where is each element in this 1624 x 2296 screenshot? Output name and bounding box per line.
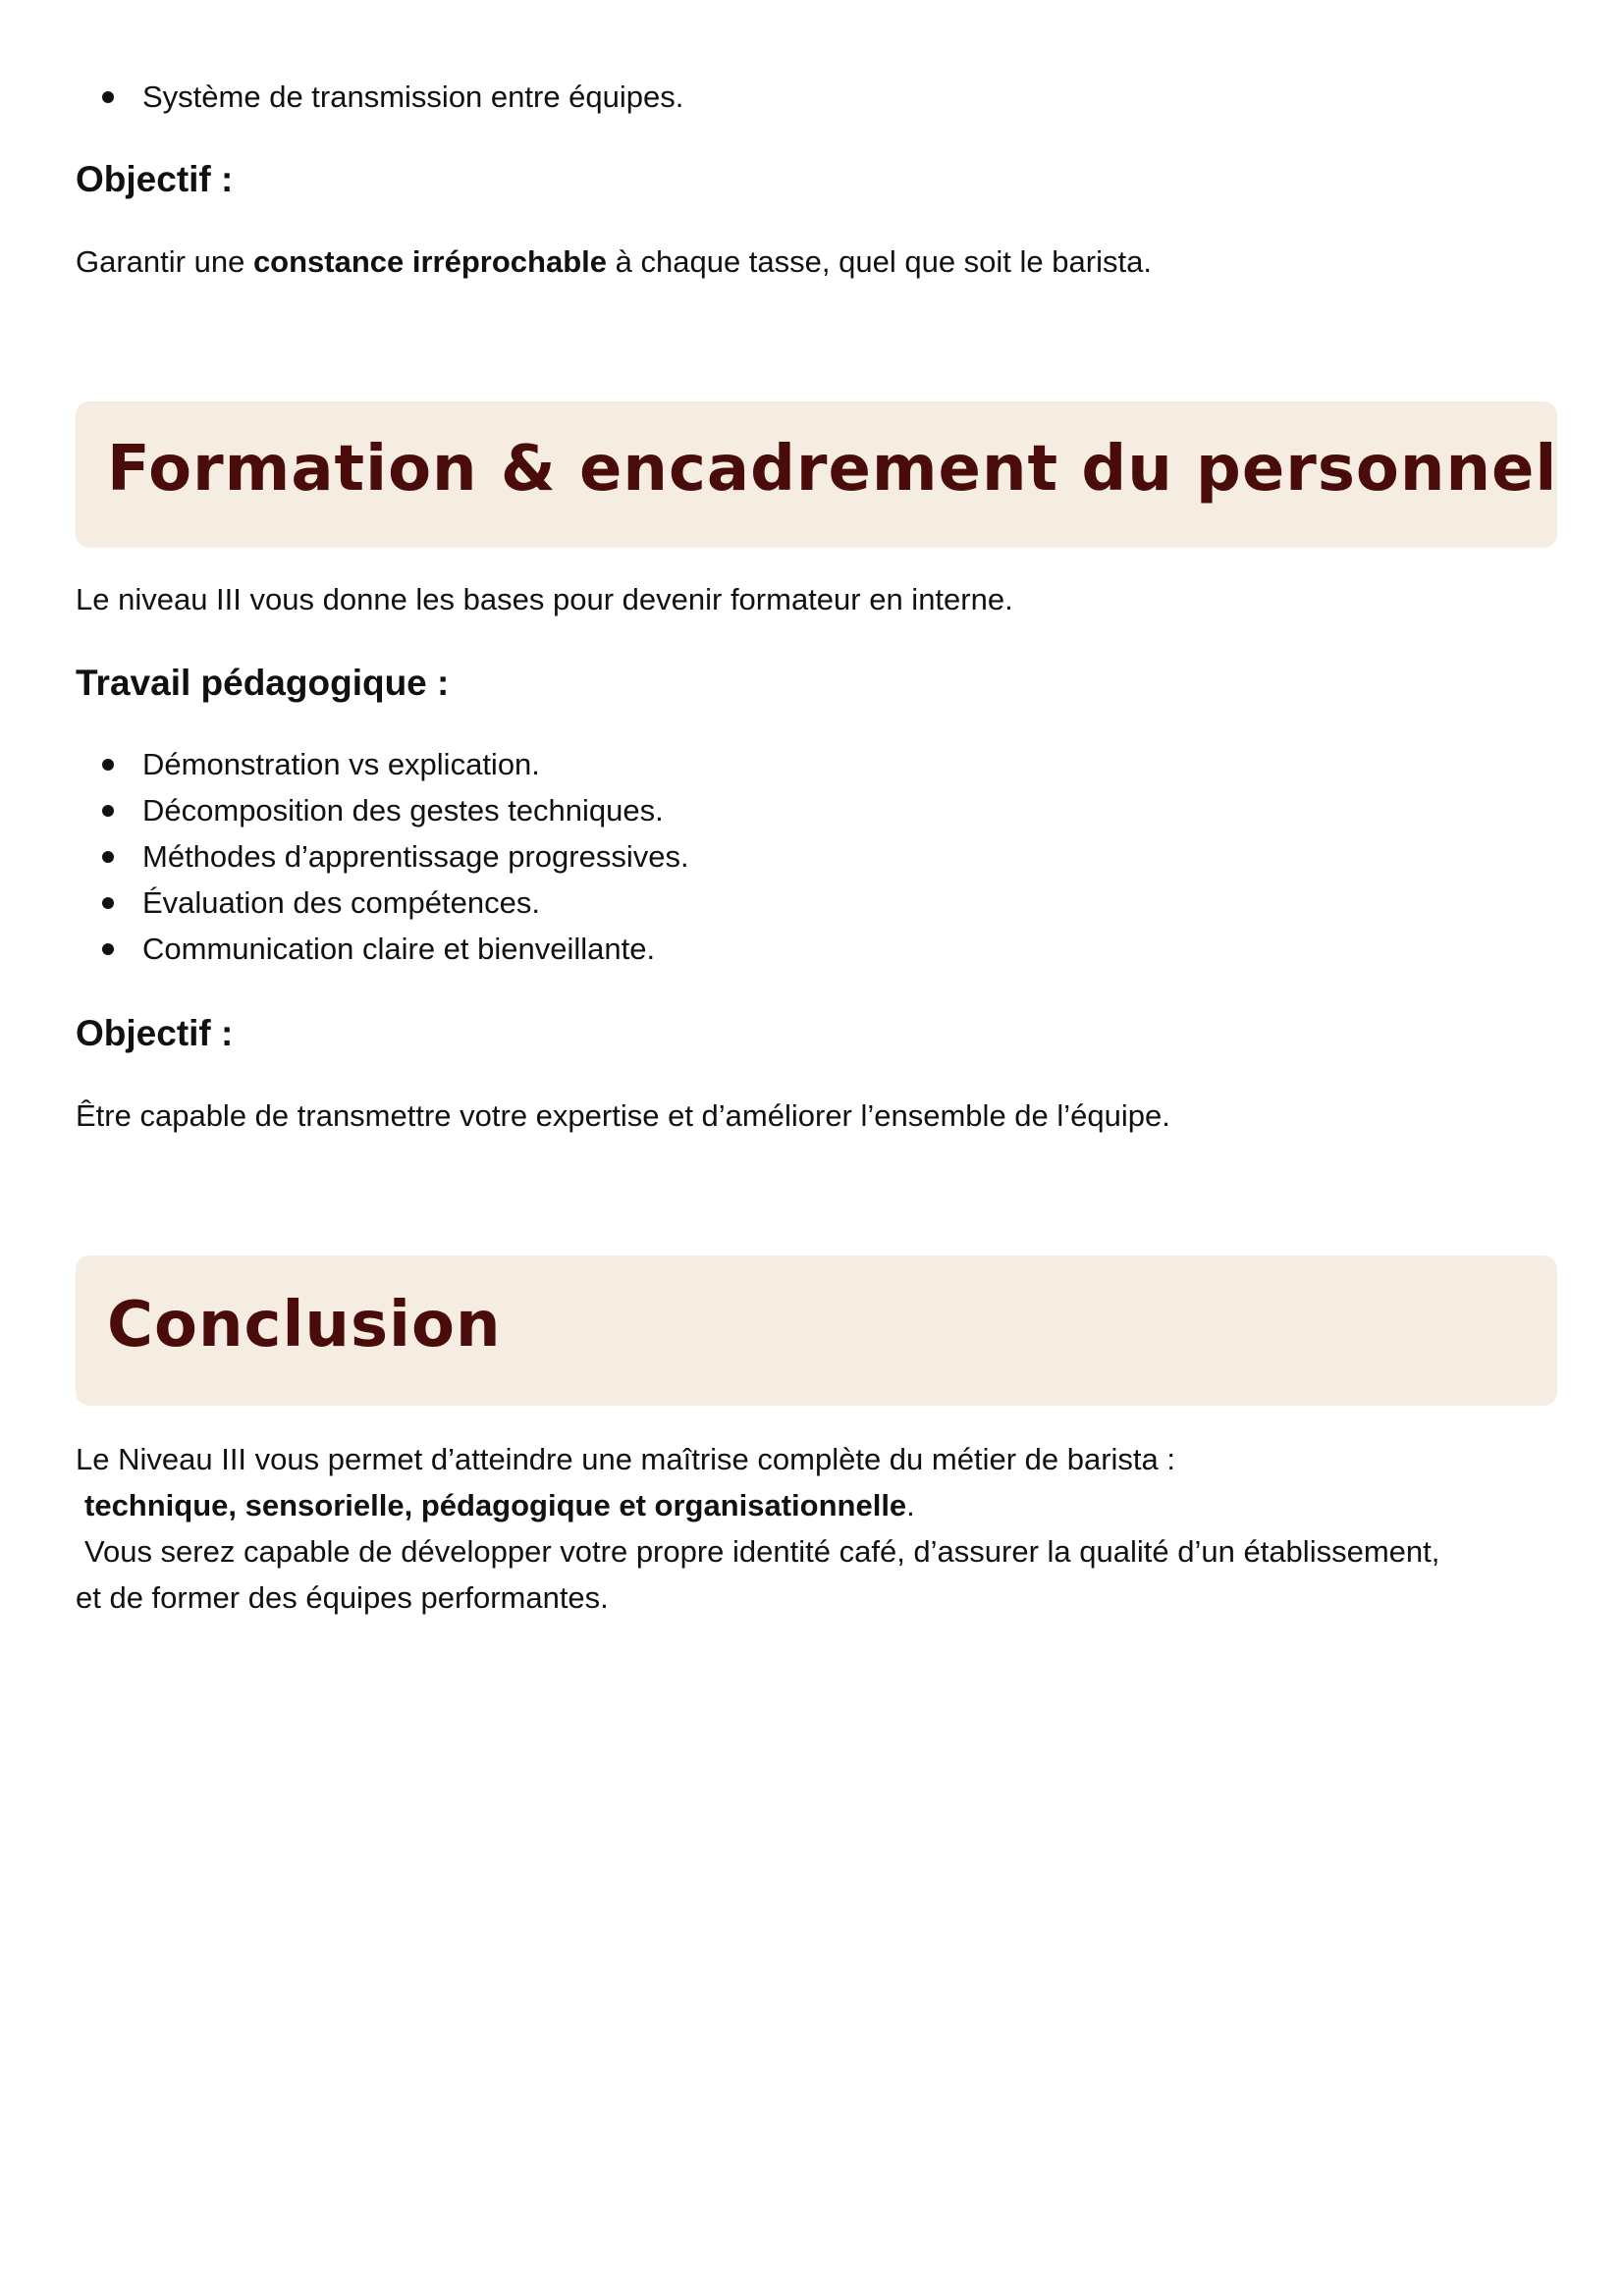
list-item-text: Communication claire et bienveillante. [142, 932, 656, 966]
top-bullet-list [76, 74, 683, 120]
objective-heading: Objectif : [76, 159, 234, 199]
list-item-text: Système de transmission entre équipes. [142, 80, 684, 114]
conclusion-bold-skills: technique, sensorielle, pédagogique et organisationnelle [84, 1488, 907, 1522]
bullet-dot [102, 897, 114, 909]
list-item-text: Décomposition des gestes techniques. [142, 793, 664, 828]
section-title: Formation & encadrement du personnel [107, 433, 1558, 506]
section-banner-conclusion [76, 1255, 1557, 1406]
section-title: Conclusion [107, 1289, 502, 1362]
bullet-dot [102, 851, 114, 863]
conclusion-paragraph [76, 1436, 1439, 1621]
conclusion-line: et de former des équipes performantes. [76, 1580, 609, 1615]
objective-text [76, 239, 1152, 285]
pedagogy-heading: Travail pédagogique : [76, 663, 450, 703]
bullet-dot [102, 805, 114, 817]
objective-text-bold: constance irréprochable [252, 244, 608, 279]
list-item-text: Méthodes d’apprentissage progressives. [142, 839, 689, 874]
list-item [76, 741, 689, 787]
list-item-text: Démonstration vs explication. [142, 747, 540, 781]
objective-text: Être capable de transmettre votre expertise et d’améliorer l’ensemble de l’équipe. [76, 1098, 1170, 1133]
bullet-dot [102, 943, 114, 955]
conclusion-line [76, 1482, 1439, 1528]
conclusion-line: Vous serez capable de développer votre propre identité café, d’assurer la qualité d’un établissement, [84, 1534, 1440, 1569]
objective-heading: Objectif : [76, 1013, 234, 1053]
objective-text-start: Garantir une [76, 244, 253, 279]
list-item [76, 74, 683, 120]
list-item-text: Évaluation des compétences. [142, 885, 540, 920]
list-item [76, 787, 689, 833]
bullet-dot [102, 759, 114, 771]
pedagogy-bullet-list [76, 741, 689, 972]
objective-text-end: à chaque tasse, quel que soit le barista. [607, 244, 1152, 279]
conclusion-line: Le Niveau III vous permet d’atteindre une maîtrise complète du métier de barista : [76, 1442, 1176, 1476]
bullet-dot [102, 91, 114, 103]
section-banner-formation [76, 401, 1557, 548]
formation-intro: Le niveau III vous donne les bases pour devenir formateur en interne. [76, 582, 1013, 616]
list-item [76, 880, 689, 926]
list-item [76, 926, 689, 972]
conclusion-line-end: . [906, 1488, 915, 1522]
list-item [76, 833, 689, 880]
